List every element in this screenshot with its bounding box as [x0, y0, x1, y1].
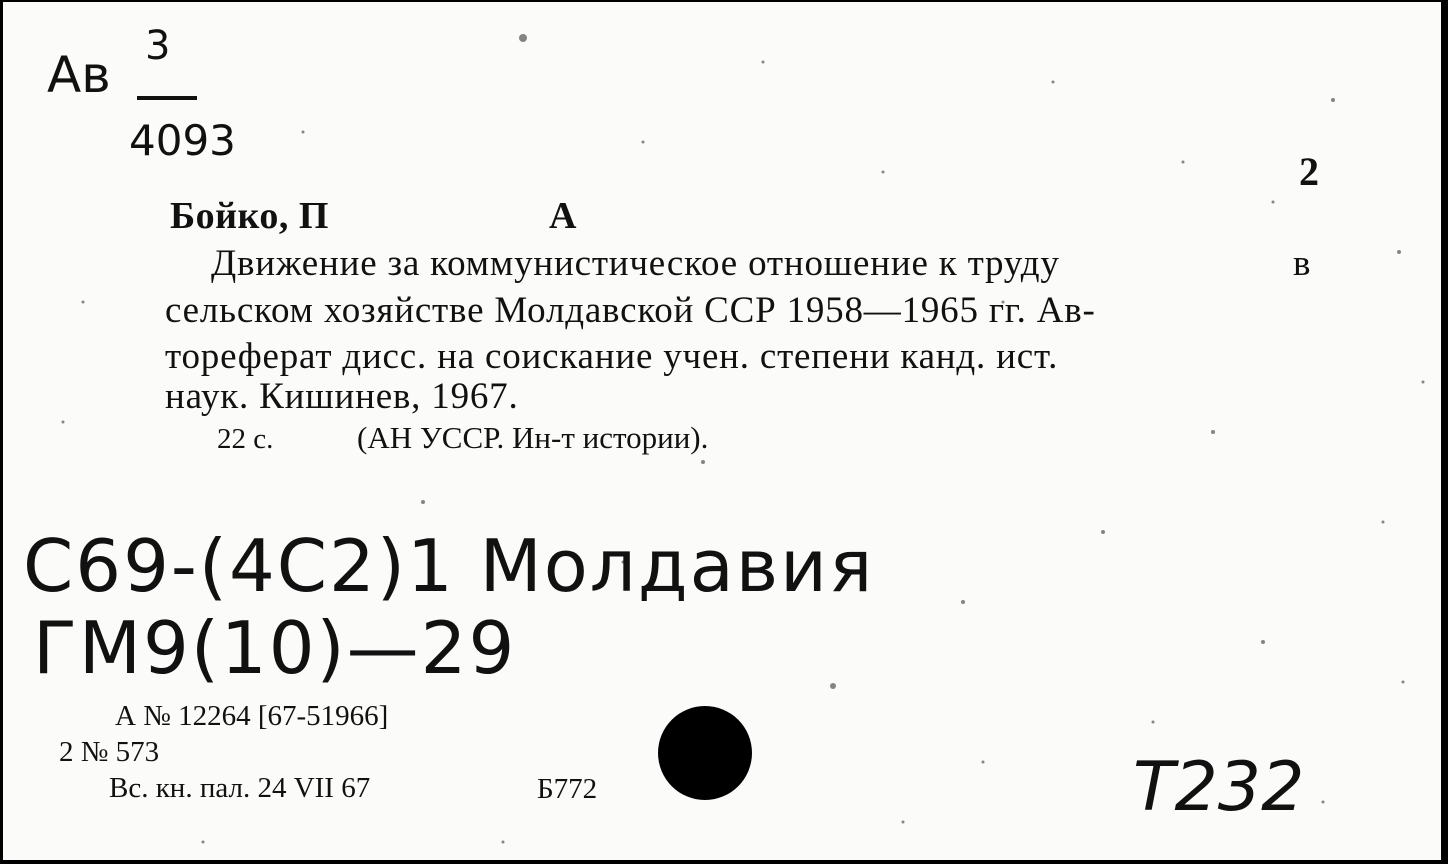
book-chamber-note: Вс. кн. пал. 24 VII 67 — [109, 772, 371, 804]
handwritten-classification-1: С69-(4С2)1 Молдавия — [23, 524, 875, 608]
description-line-1: Движение за коммунистическое отношение к труду — [211, 243, 1060, 284]
description-line-2: сельском хозяйстве Молдавской ССР 1958—1965 гг. Ав- — [165, 290, 1096, 331]
catalog-card — [3, 2, 1441, 860]
author-surname: Бойко, П — [170, 195, 329, 237]
punch-hole — [658, 706, 752, 800]
description-line-4: наук. Кишинев, 1967. — [165, 376, 519, 417]
page-count: 22 с. — [217, 423, 274, 455]
shelfmark-denominator: 4093 — [129, 116, 236, 165]
description-line-3: тореферат дисс. на соискание учен. степени канд. ист. — [165, 336, 1059, 377]
shelfmark-fraction-bar — [137, 96, 197, 100]
registration-number: А № 12264 [67-51966] — [115, 700, 389, 732]
author-initial: А — [549, 195, 577, 237]
handwritten-tag: Т232 — [1133, 748, 1305, 827]
series-note: (АН УССР. Ин-т истории). — [357, 420, 709, 455]
card-sequence-number: 2 — [1299, 149, 1319, 194]
copy-number: 2 № 573 — [59, 736, 160, 768]
book-chamber-code: Б772 — [537, 773, 598, 805]
shelfmark-numerator: 3 — [145, 23, 171, 69]
handwritten-classification-2: ГМ9(10)—29 — [33, 606, 517, 690]
shelfmark-prefix: Ав — [47, 46, 111, 104]
description-line-1-tail: в — [1293, 243, 1312, 284]
